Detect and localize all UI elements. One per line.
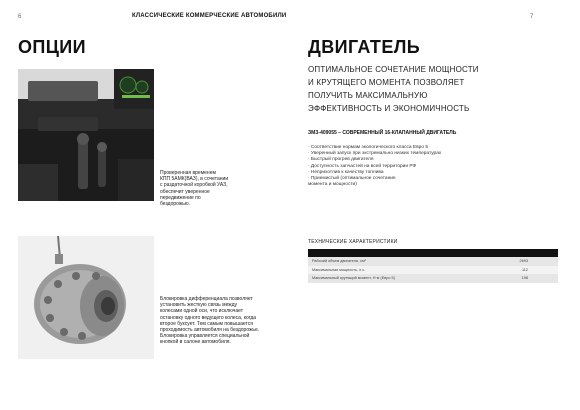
- list-item: · Доступность запчастей на всей территории РФ: [308, 163, 417, 169]
- engine-lead-text: [308, 63, 498, 115]
- engine-features-list: [308, 145, 478, 188]
- spec-table: [308, 249, 558, 283]
- differential-photo: [18, 236, 154, 359]
- lead-line: ЭФФЕКТИВНОСТЬ И ЭКОНОМИЧНОСТЬ: [308, 104, 470, 113]
- page-number-right: 7: [530, 14, 534, 20]
- list-item: · Неприхотлив к качеству топлива: [308, 169, 384, 175]
- spec-label: Максимальный крутящий момент, Н·м (Евро 5): [308, 274, 508, 283]
- spec-value: 112: [508, 266, 558, 275]
- dashboard-photo: [18, 69, 154, 201]
- table-row: [308, 266, 558, 275]
- spec-value: 198: [508, 274, 558, 283]
- list-item: · Быстрый прогрев двигателя: [308, 157, 374, 163]
- list-item: · Приемистый (оптимальное сочетание: [308, 176, 396, 182]
- list-item: · Уверенный запуск при экстремально низких температурах: [308, 151, 442, 157]
- differential-lock-caption: Блокировка дифференциала позволяет установить жесткую связь между колесами одной оси, что исключает остановку одного ведущего колеса, когда второе буксует. Тем самым повышается проходимость автомобиля на бездорожье. Блокировка управляется специальной кнопкой в салоне автомобиля.: [160, 296, 260, 346]
- engine-model-title: ЗМЗ-409055 – СОВРЕМЕННЫЙ 16-КЛАПАННЫЙ ДВИГАТЕЛЬ: [308, 130, 457, 136]
- running-head: КЛАССИЧЕСКИЕ КОММЕРЧЕСКИЕ АВТОМОБИЛИ: [132, 13, 287, 19]
- spec-table-title: ТЕХНИЧЕСКИЕ ХАРАКТЕРИСТИКИ: [308, 239, 398, 245]
- table-header-bar: [308, 249, 558, 257]
- lead-line: ПОЛУЧИТЬ МАКСИМАЛЬНУЮ: [308, 91, 428, 100]
- options-title: ОПЦИИ: [18, 37, 86, 57]
- spec-label: Максимальная мощность, л.с.: [308, 266, 508, 275]
- list-item: момента и мощности): [308, 182, 357, 188]
- spec-value: 2693: [508, 257, 558, 266]
- lead-line: И КРУТЯЩЕГО МОМЕНТА ПОЗВОЛЯЕТ: [308, 78, 465, 87]
- table-row: [308, 274, 558, 283]
- engine-title-heading: ДВИГАТЕЛЬ: [308, 37, 421, 57]
- page-number-left: 6: [18, 14, 22, 20]
- lead-line: ОПТИМАЛЬНОЕ СОЧЕТАНИЕ МОЩНОСТИ: [308, 65, 479, 74]
- spec-label: Рабочий объем двигателя, см³: [308, 257, 508, 266]
- table-header: [308, 249, 558, 257]
- gearbox-caption: Проверенная временем КПП 5АМК(ВАЗ), в сочетании с раздаточной коробкой УАЗ, обеспечит уверенное передвижение по бездорожью.: [160, 170, 229, 208]
- table-row: [308, 257, 558, 266]
- list-item: · Соответствие нормам экологического класса Евро 5: [308, 145, 429, 150]
